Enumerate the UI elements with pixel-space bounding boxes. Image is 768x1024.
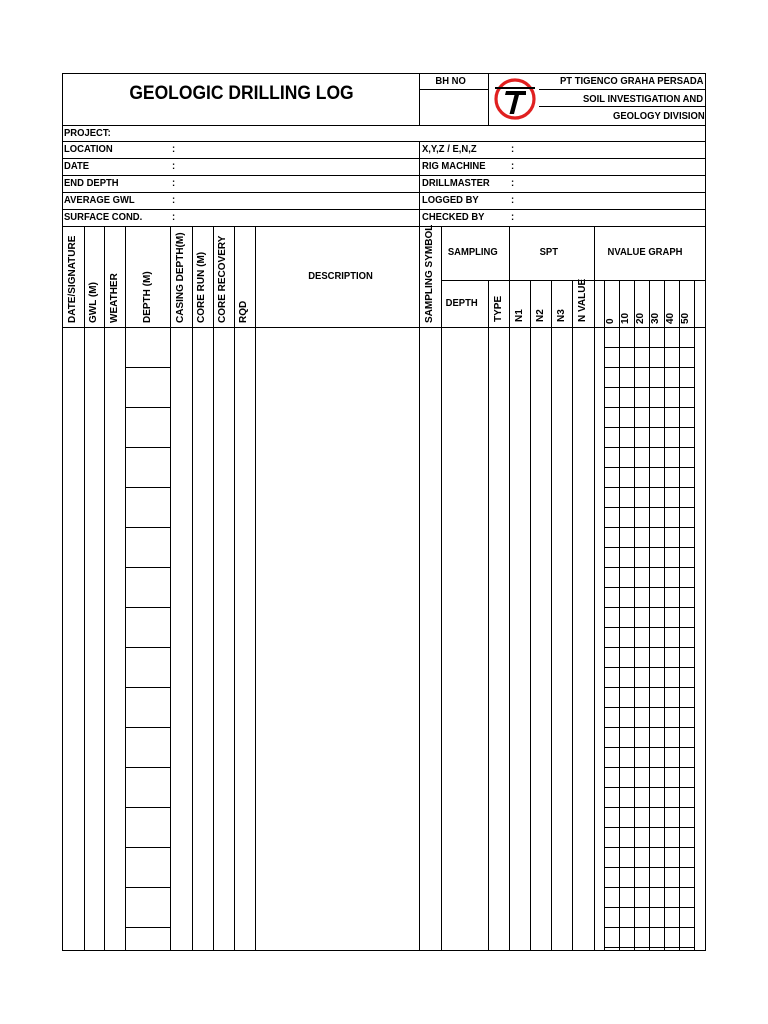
- col-sampling-type: TYPE: [493, 295, 504, 322]
- graph-tick-label: 30: [650, 312, 661, 324]
- average-gwl-label: AVERAGE GWL: [64, 194, 135, 206]
- col-core-run: CORE RUN (M): [196, 251, 207, 323]
- depth-row-line: [125, 847, 171, 848]
- column-divider: [84, 226, 85, 951]
- info-row-line: [62, 125, 706, 126]
- col-n3: N3: [556, 309, 567, 322]
- border-top: [62, 73, 706, 74]
- depth-row-line: [125, 647, 171, 648]
- depth-row-line: [125, 607, 171, 608]
- column-divider: [234, 226, 235, 951]
- date-signature-cell[interactable]: [63, 328, 84, 950]
- info-row-line: [62, 192, 706, 193]
- depth-row-line: [125, 887, 171, 888]
- info-row-line: [62, 175, 706, 176]
- drillmaster-label: DRILLMASTER: [422, 177, 490, 189]
- graph-tick-label: 20: [635, 312, 646, 324]
- graph-tick-label: 40: [665, 312, 676, 324]
- company-division-line2: GEOLOGY DIVISION: [613, 110, 705, 122]
- border-right: [705, 73, 706, 951]
- col-sampling-depth: DEPTH: [445, 297, 478, 309]
- col-depth: DEPTH (M): [142, 271, 153, 323]
- surface-cond-label: SURFACE COND.: [64, 211, 143, 223]
- date-colon: :: [172, 160, 176, 172]
- checked-by-label: CHECKED BY: [422, 211, 485, 223]
- logged-by-label: LOGGED BY: [422, 194, 479, 206]
- col-nvalue-graph: NVALUE GRAPH: [607, 246, 683, 258]
- col-casing-depth: CASING DEPTH(M): [175, 232, 186, 323]
- column-divider: [530, 280, 531, 951]
- company-underline-1: [539, 89, 705, 90]
- logo-t-icon: [492, 76, 538, 122]
- info-row-line: [62, 209, 706, 210]
- bh-no-label: BH NO: [435, 75, 466, 87]
- col-gwl: GWL (M): [88, 282, 99, 323]
- graph-tick-label: 10: [620, 312, 631, 324]
- location-label: LOCATION: [64, 143, 113, 155]
- col-core-recovery: CORE RECOVERY: [217, 235, 228, 323]
- column-divider: [594, 226, 595, 951]
- column-divider: [170, 226, 171, 951]
- depth-row-line: [125, 807, 171, 808]
- end-depth-label: END DEPTH: [64, 177, 119, 189]
- page-title: GEOLOGIC DRILLING LOG: [129, 83, 354, 104]
- header-divider-v2: [488, 73, 489, 125]
- graph-tick-label: 0: [605, 318, 616, 324]
- depth-row-line: [125, 447, 171, 448]
- depth-row-line: [125, 727, 171, 728]
- depth-row-line: [125, 407, 171, 408]
- company-name: PT TIGENCO GRAHA PERSADA: [560, 75, 704, 87]
- checked-by-colon: :: [511, 211, 515, 223]
- column-divider: [509, 226, 510, 951]
- date-label: DATE: [64, 160, 90, 172]
- info-mid-divider: [419, 141, 420, 227]
- sampling-spt-subheader-line: [441, 280, 705, 281]
- depth-row-line: [125, 487, 171, 488]
- column-divider: [192, 226, 193, 951]
- col-sampling: SAMPLING: [447, 246, 498, 258]
- info-row-line: [62, 226, 706, 227]
- depth-row-line: [125, 567, 171, 568]
- company-logo: [492, 76, 538, 122]
- average-gwl-colon: :: [172, 194, 176, 206]
- surface-cond-colon: :: [172, 211, 176, 223]
- bh-no-value[interactable]: [420, 90, 488, 125]
- drillmaster-colon: :: [511, 177, 515, 189]
- col-n-value: N VALUE: [577, 278, 588, 322]
- column-divider: [488, 280, 489, 951]
- location-colon: :: [172, 143, 176, 155]
- column-divider: [572, 280, 573, 951]
- coordinates-colon: :: [511, 143, 515, 155]
- rig-machine-colon: :: [511, 160, 515, 172]
- column-divider: [551, 280, 552, 951]
- info-row-line: [62, 141, 706, 142]
- depth-row-line: [125, 527, 171, 528]
- depth-row-line: [125, 367, 171, 368]
- column-divider: [213, 226, 214, 951]
- border-bottom: [62, 950, 706, 951]
- column-divider: [125, 226, 126, 951]
- depth-row-line: [125, 927, 171, 928]
- company-division-line1: SOIL INVESTIGATION AND: [583, 93, 704, 105]
- depth-row-line: [125, 767, 171, 768]
- rig-machine-label: RIG MACHINE: [422, 160, 486, 172]
- col-weather: WEATHER: [109, 273, 120, 323]
- project-label: PROJECT:: [64, 127, 111, 139]
- col-description: DESCRIPTION: [308, 270, 373, 282]
- column-divider: [441, 226, 442, 951]
- col-rqd: RQD: [238, 300, 249, 323]
- graph-tick-label: 50: [680, 312, 691, 324]
- company-underline-2: [539, 106, 705, 107]
- logged-by-colon: :: [511, 194, 515, 206]
- col-sampling-symbol: SAMPLING SYMBOL: [424, 224, 435, 323]
- col-n1: N1: [514, 309, 525, 322]
- col-n2: N2: [535, 309, 546, 322]
- depth-row-line: [125, 687, 171, 688]
- nvalue-graph-grid: [604, 327, 695, 950]
- description-cell[interactable]: [256, 328, 419, 950]
- end-depth-colon: :: [172, 177, 176, 189]
- column-divider: [419, 226, 420, 951]
- info-row-line: [62, 158, 706, 159]
- col-date-signature: DATE/SIGNATURE: [67, 235, 78, 323]
- column-divider: [104, 226, 105, 951]
- col-spt: SPT: [539, 246, 558, 258]
- coordinates-label: X,Y,Z / E,N,Z: [422, 143, 477, 155]
